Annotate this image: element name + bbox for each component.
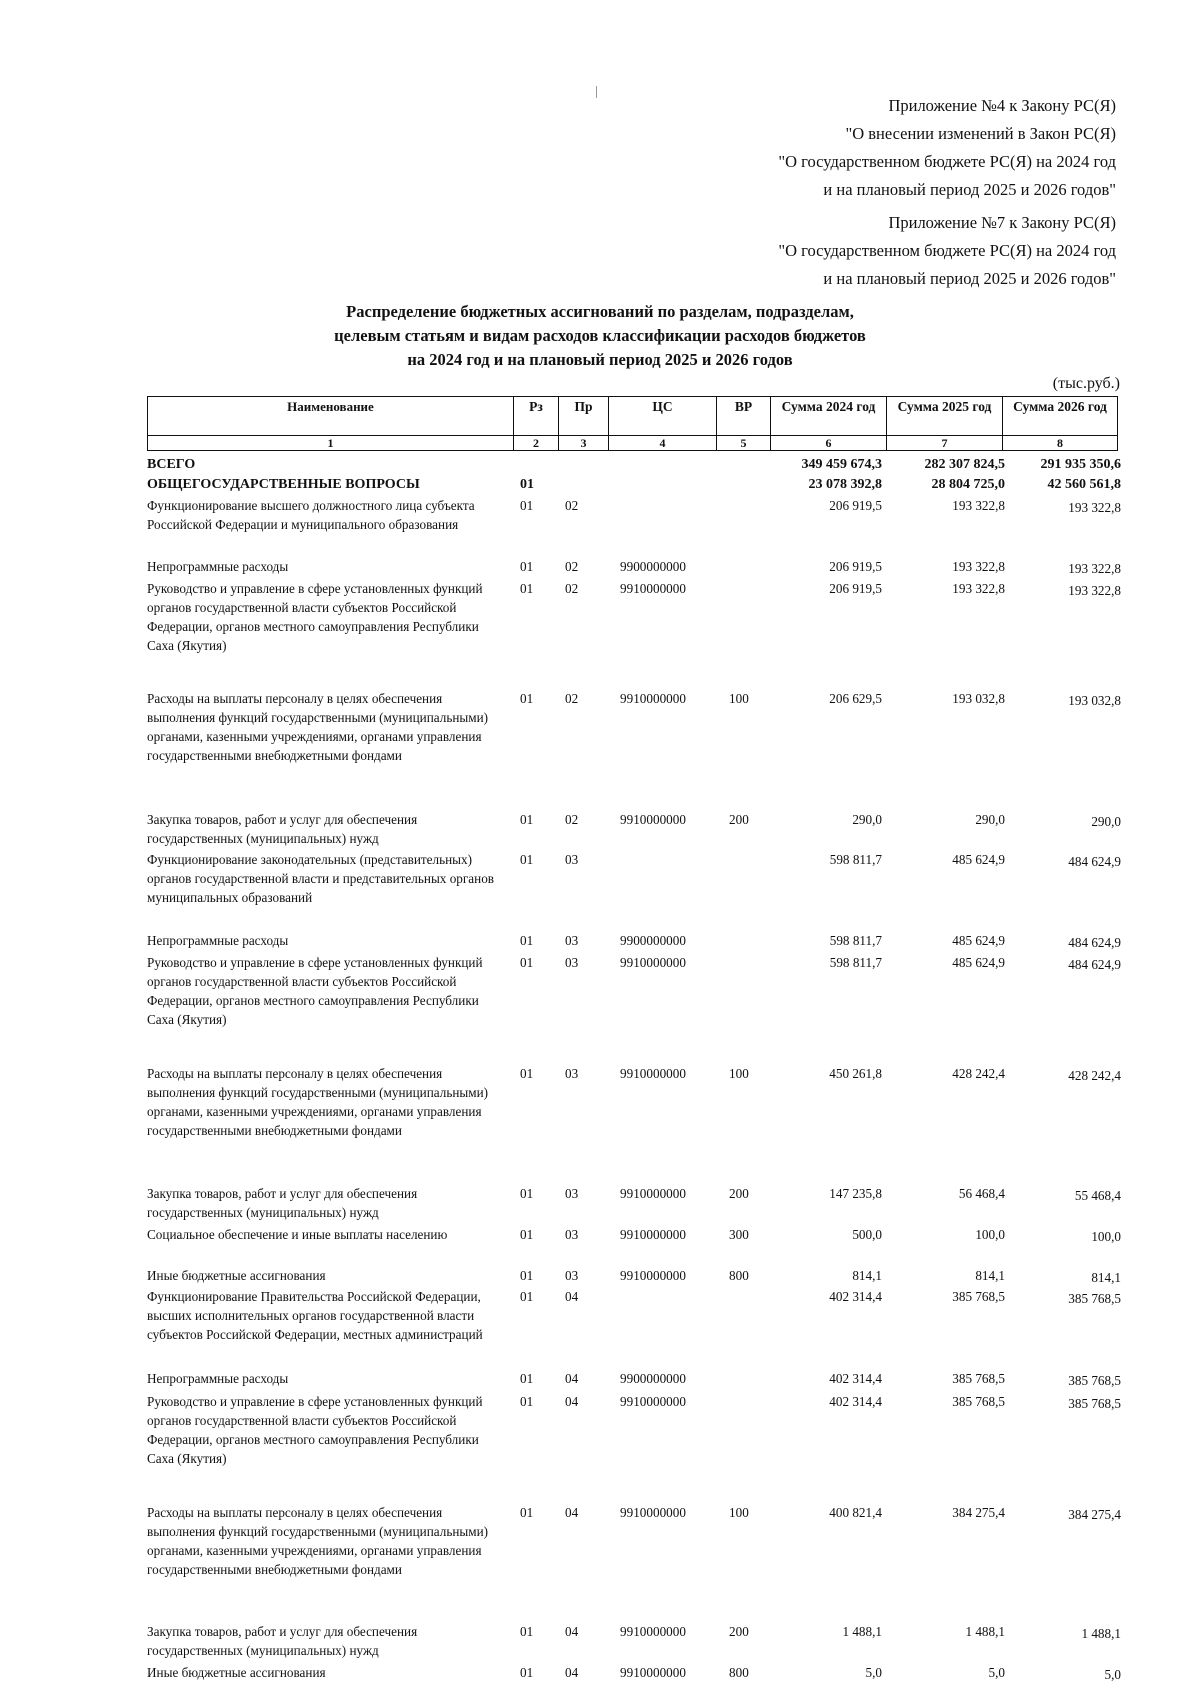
column-number: 1 xyxy=(148,436,514,451)
cell-vr: 800 xyxy=(729,1665,749,1680)
cell-rz: 01 xyxy=(520,1505,534,1520)
document-title-line: на 2024 год и на плановый период 2025 и 2026 годов xyxy=(407,350,793,369)
cell-s26: 384 275,4 xyxy=(1068,1507,1121,1522)
cell-cs: 9910000000 xyxy=(620,812,686,827)
cell-s26: 484 624,9 xyxy=(1068,935,1121,950)
cell-vr: 300 xyxy=(729,1227,749,1242)
cell-s26: 100,0 xyxy=(1091,1229,1121,1244)
cell-s26: 5,0 xyxy=(1104,1667,1121,1682)
cell-s26: 290,0 xyxy=(1091,814,1121,829)
cell-cs: 9910000000 xyxy=(620,1505,686,1520)
column-header-sum-2026: Сумма 2026 год xyxy=(1003,397,1118,436)
cell-s26: 291 935 350,6 xyxy=(1040,457,1121,472)
cell-name: Функционирование высшего должностного лица субъекта Российской Федерации и муниципального образования xyxy=(147,498,475,532)
column-header-sum-2024: Сумма 2024 год xyxy=(771,397,887,436)
cell-s26: 55 468,4 xyxy=(1074,1188,1121,1203)
cell-vr: 100 xyxy=(729,1505,749,1520)
cell-cs: 9910000000 xyxy=(620,1066,686,1081)
cell-s24: 500,0 xyxy=(852,1227,882,1242)
cell-s25: 814,1 xyxy=(975,1268,1005,1283)
cell-rz: 01 xyxy=(520,1624,534,1639)
cell-cs: 9910000000 xyxy=(620,1268,686,1283)
appendix-4-line: Приложение №4 к Закону РС(Я) xyxy=(888,96,1116,115)
cell-pr: 04 xyxy=(565,1624,579,1639)
appendix-4-header xyxy=(778,92,1116,204)
cell-s25: 100,0 xyxy=(975,1227,1005,1242)
cell-pr: 02 xyxy=(565,581,579,596)
cell-s24: 402 314,4 xyxy=(829,1371,882,1386)
document-title-line: Распределение бюджетных ассигнований по разделам, подразделам, xyxy=(346,302,854,321)
cell-cs: 9910000000 xyxy=(620,581,686,596)
cell-vr: 200 xyxy=(729,1624,749,1639)
cell-s26: 428 242,4 xyxy=(1068,1068,1121,1083)
cell-name: Расходы на выплаты персоналу в целях обеспечения выполнения функций государственными (муниципальными) органами, казенными учреждениями, органами управления государственными внебюджетными фондами xyxy=(147,691,489,763)
cell-cs: 9910000000 xyxy=(620,1394,686,1409)
cell-pr: 04 xyxy=(565,1505,579,1520)
cell-rz: 01 xyxy=(520,581,534,596)
cell-s25: 56 468,4 xyxy=(958,1186,1005,1201)
cell-s25: 428 242,4 xyxy=(952,1066,1005,1081)
cell-s25: 5,0 xyxy=(988,1665,1005,1680)
cell-pr: 03 xyxy=(565,933,579,948)
column-header-pr: Пр xyxy=(559,397,609,436)
cell-name: Иные бюджетные ассигнования xyxy=(147,1665,326,1680)
cell-name: Непрограммные расходы xyxy=(147,559,289,574)
cell-name: Иные бюджетные ассигнования xyxy=(147,1268,326,1283)
cell-rz: 01 xyxy=(520,955,534,970)
cell-s25: 193 032,8 xyxy=(952,691,1005,706)
cell-name: Социальное обеспечение и иные выплаты населению xyxy=(147,1227,448,1242)
cell-pr: 02 xyxy=(565,498,579,513)
cell-s26: 193 322,8 xyxy=(1068,500,1121,515)
cell-rz: 01 xyxy=(520,1227,534,1242)
cell-pr: 03 xyxy=(565,1227,579,1242)
cell-s24: 206 629,5 xyxy=(829,691,882,706)
cell-pr: 04 xyxy=(565,1371,579,1386)
cell-s24: 598 811,7 xyxy=(829,852,882,867)
column-header-vr: ВР xyxy=(717,397,771,436)
cell-s24: 349 459 674,3 xyxy=(801,457,882,472)
cell-pr: 02 xyxy=(565,559,579,574)
cell-s24: 402 314,4 xyxy=(829,1289,882,1304)
cell-s26: 484 624,9 xyxy=(1068,854,1121,869)
cell-s24: 1 488,1 xyxy=(842,1624,882,1639)
cell-cs: 9900000000 xyxy=(620,559,686,574)
cell-name: Функционирование законодательных (представительных) органов государственной власти и представительных органов муниципальных образований xyxy=(147,852,495,905)
column-header-sum-2025: Сумма 2025 год xyxy=(887,397,1003,436)
cell-cs: 9910000000 xyxy=(620,1186,686,1201)
cell-rz: 01 xyxy=(520,498,534,513)
appendix-4-line: и на плановый период 2025 и 2026 годов" xyxy=(823,180,1116,199)
cell-s25: 385 768,5 xyxy=(952,1371,1005,1386)
scan-mark xyxy=(596,86,597,98)
cell-vr: 100 xyxy=(729,691,749,706)
cell-s25: 282 307 824,5 xyxy=(924,457,1005,472)
cell-rz: 01 xyxy=(520,1394,534,1409)
column-header-name: Наименование xyxy=(148,397,514,436)
cell-s24: 290,0 xyxy=(852,812,882,827)
cell-name: Руководство и управление в сфере установленных функций органов государственной власти субъектов Российской Федерации, органов местного самоуправления Республики Саха (Якутия) xyxy=(147,1394,483,1466)
cell-s26: 385 768,5 xyxy=(1068,1291,1121,1306)
cell-name: Закупка товаров, работ и услуг для обеспечения государственных (муниципальных) нужд xyxy=(147,1624,418,1658)
cell-s24: 814,1 xyxy=(852,1268,882,1283)
cell-pr: 03 xyxy=(565,1268,579,1283)
cell-vr: 800 xyxy=(729,1268,749,1283)
cell-pr: 02 xyxy=(565,812,579,827)
cell-rz: 01 xyxy=(520,1665,534,1680)
cell-pr: 03 xyxy=(565,955,579,970)
cell-s24: 206 919,5 xyxy=(829,581,882,596)
cell-s25: 485 624,9 xyxy=(952,852,1005,867)
cell-s25: 385 768,5 xyxy=(952,1289,1005,1304)
cell-cs: 9910000000 xyxy=(620,1665,686,1680)
column-number: 8 xyxy=(1003,436,1118,451)
cell-rz: 01 xyxy=(520,559,534,574)
cell-s25: 193 322,8 xyxy=(952,559,1005,574)
appendix-4-line: "О внесении изменений в Закон РС(Я) xyxy=(845,124,1116,143)
cell-name: ВСЕГО xyxy=(147,457,196,472)
cell-s26: 193 322,8 xyxy=(1068,561,1121,576)
cell-name: Расходы на выплаты персоналу в целях обеспечения выполнения функций государственными (муниципальными) органами, казенными учреждениями, органами управления государственными внебюджетными фондами xyxy=(147,1505,489,1577)
cell-name: Руководство и управление в сфере установленных функций органов государственной власти субъектов Российской Федерации, органов местного самоуправления Республики Саха (Якутия) xyxy=(147,581,483,653)
cell-name: Расходы на выплаты персоналу в целях обеспечения выполнения функций государственными (муниципальными) органами, казенными учреждениями, органами управления государственными внебюджетными фондами xyxy=(147,1066,489,1138)
cell-vr: 200 xyxy=(729,812,749,827)
column-number: 5 xyxy=(717,436,771,451)
appendix-7-line: Приложение №7 к Закону РС(Я) xyxy=(888,213,1116,232)
column-header-rz: Рз xyxy=(514,397,559,436)
cell-pr: 04 xyxy=(565,1665,579,1680)
cell-pr: 03 xyxy=(565,852,579,867)
cell-s25: 290,0 xyxy=(975,812,1005,827)
cell-rz: 01 xyxy=(520,1371,534,1386)
cell-rz: 01 xyxy=(520,812,534,827)
cell-name: Закупка товаров, работ и услуг для обеспечения государственных (муниципальных) нужд xyxy=(147,1186,418,1220)
cell-s25: 485 624,9 xyxy=(952,955,1005,970)
cell-pr: 04 xyxy=(565,1394,579,1409)
cell-cs: 9910000000 xyxy=(620,1624,686,1639)
cell-pr: 04 xyxy=(565,1289,579,1304)
cell-s26: 193 322,8 xyxy=(1068,583,1121,598)
cell-vr: 100 xyxy=(729,1066,749,1081)
units-label: (тыс.руб.) xyxy=(1052,375,1120,392)
cell-s25: 1 488,1 xyxy=(965,1624,1005,1639)
cell-name: ОБЩЕГОСУДАРСТВЕННЫЕ ВОПРОСЫ xyxy=(147,477,420,492)
table-header xyxy=(147,396,1118,451)
cell-rz: 01 xyxy=(520,1268,534,1283)
cell-rz: 01 xyxy=(520,691,534,706)
appendix-4-line: "О государственном бюджете РС(Я) на 2024 год xyxy=(778,152,1116,171)
cell-cs: 9910000000 xyxy=(620,691,686,706)
column-number: 4 xyxy=(609,436,717,451)
cell-s26: 1 488,1 xyxy=(1081,1626,1121,1641)
cell-s26: 42 560 561,8 xyxy=(1047,477,1121,492)
cell-rz: 01 xyxy=(520,477,534,492)
cell-s24: 206 919,5 xyxy=(829,559,882,574)
cell-s26: 193 032,8 xyxy=(1068,693,1121,708)
cell-rz: 01 xyxy=(520,1186,534,1201)
cell-s26: 484 624,9 xyxy=(1068,957,1121,972)
cell-s26: 385 768,5 xyxy=(1068,1373,1121,1388)
cell-rz: 01 xyxy=(520,933,534,948)
cell-name: Руководство и управление в сфере установленных функций органов государственной власти субъектов Российской Федерации, органов местного самоуправления Республики Саха (Якутия) xyxy=(147,955,483,1027)
column-number: 7 xyxy=(887,436,1003,451)
cell-s24: 206 919,5 xyxy=(829,498,882,513)
cell-pr: 03 xyxy=(565,1066,579,1081)
cell-s24: 400 821,4 xyxy=(829,1505,882,1520)
cell-s24: 450 261,8 xyxy=(829,1066,882,1081)
cell-s24: 23 078 392,8 xyxy=(808,477,882,492)
cell-s24: 598 811,7 xyxy=(829,933,882,948)
cell-name: Закупка товаров, работ и услуг для обеспечения государственных (муниципальных) нужд xyxy=(147,812,418,846)
column-number: 6 xyxy=(771,436,887,451)
cell-s25: 384 275,4 xyxy=(952,1505,1005,1520)
cell-s24: 5,0 xyxy=(865,1665,882,1680)
cell-s25: 193 322,8 xyxy=(952,498,1005,513)
cell-cs: 9900000000 xyxy=(620,1371,686,1386)
cell-s26: 814,1 xyxy=(1091,1270,1121,1285)
appendix-7-header xyxy=(778,209,1116,293)
cell-s24: 147 235,8 xyxy=(829,1186,882,1201)
column-number: 2 xyxy=(514,436,559,451)
cell-rz: 01 xyxy=(520,1289,534,1304)
appendix-7-line: "О государственном бюджете РС(Я) на 2024 год xyxy=(778,241,1116,260)
document-title-line: целевым статьям и видам расходов классификации расходов бюджетов xyxy=(334,326,866,345)
cell-rz: 01 xyxy=(520,1066,534,1081)
appendix-7-line: и на плановый период 2025 и 2026 годов" xyxy=(823,269,1116,288)
cell-s25: 485 624,9 xyxy=(952,933,1005,948)
cell-rz: 01 xyxy=(520,852,534,867)
cell-s25: 193 322,8 xyxy=(952,581,1005,596)
cell-s25: 385 768,5 xyxy=(952,1394,1005,1409)
cell-s24: 598 811,7 xyxy=(829,955,882,970)
cell-s24: 402 314,4 xyxy=(829,1394,882,1409)
cell-pr: 03 xyxy=(565,1186,579,1201)
cell-cs: 9900000000 xyxy=(620,933,686,948)
cell-name: Непрограммные расходы xyxy=(147,933,289,948)
cell-cs: 9910000000 xyxy=(620,955,686,970)
cell-name: Функционирование Правительства Российской Федерации, высших исполнительных органов государственной власти субъектов Российской Федерации, местных администраций xyxy=(147,1289,483,1342)
cell-name: Непрограммные расходы xyxy=(147,1371,289,1386)
cell-vr: 200 xyxy=(729,1186,749,1201)
cell-s25: 28 804 725,0 xyxy=(931,477,1005,492)
cell-s26: 385 768,5 xyxy=(1068,1396,1121,1411)
cell-cs: 9910000000 xyxy=(620,1227,686,1242)
document-title xyxy=(0,300,1200,372)
cell-pr: 02 xyxy=(565,691,579,706)
column-number: 3 xyxy=(559,436,609,451)
column-header-cs: ЦС xyxy=(609,397,717,436)
